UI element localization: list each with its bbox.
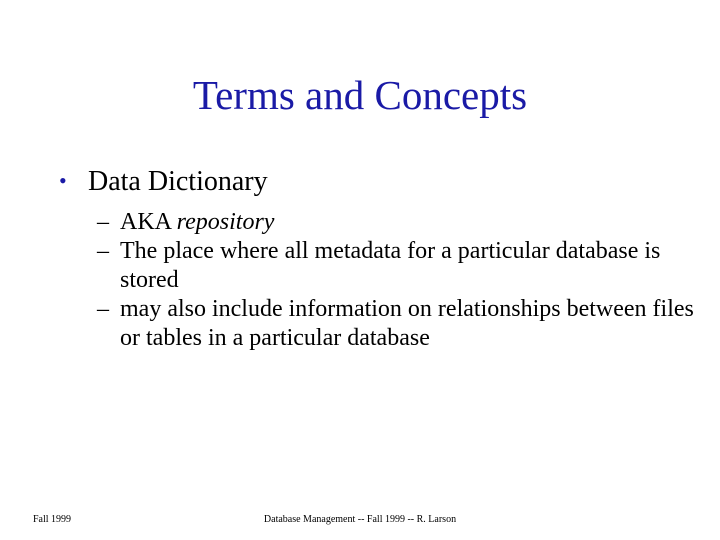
bullet-data-dictionary [59,163,268,200]
sub-item-text: The place where all metadata for a particular database is stored [120,238,661,293]
sub-item-relationships [97,295,697,353]
dash-icon: – [97,238,109,264]
slide-title: Terms and Concepts [192,72,528,118]
sub-item-aka [97,208,697,237]
bullet-text: Data Dictionary [88,166,268,197]
sub-bullet-list [97,208,697,353]
sub-item-text: may also include information on relationships between files or tables in a particular database [120,296,694,351]
sub-item-emphasis: repository [176,209,275,235]
bullet-icon: • [59,168,67,193]
dash-icon: – [97,209,109,235]
footer-course: Database Management -- Fall 1999 -- R. Larson [263,514,457,525]
footer-date: Fall 1999 [33,514,72,525]
sub-item-place [97,237,697,295]
sub-item-text: AKA [120,209,177,235]
dash-icon: – [97,296,109,322]
